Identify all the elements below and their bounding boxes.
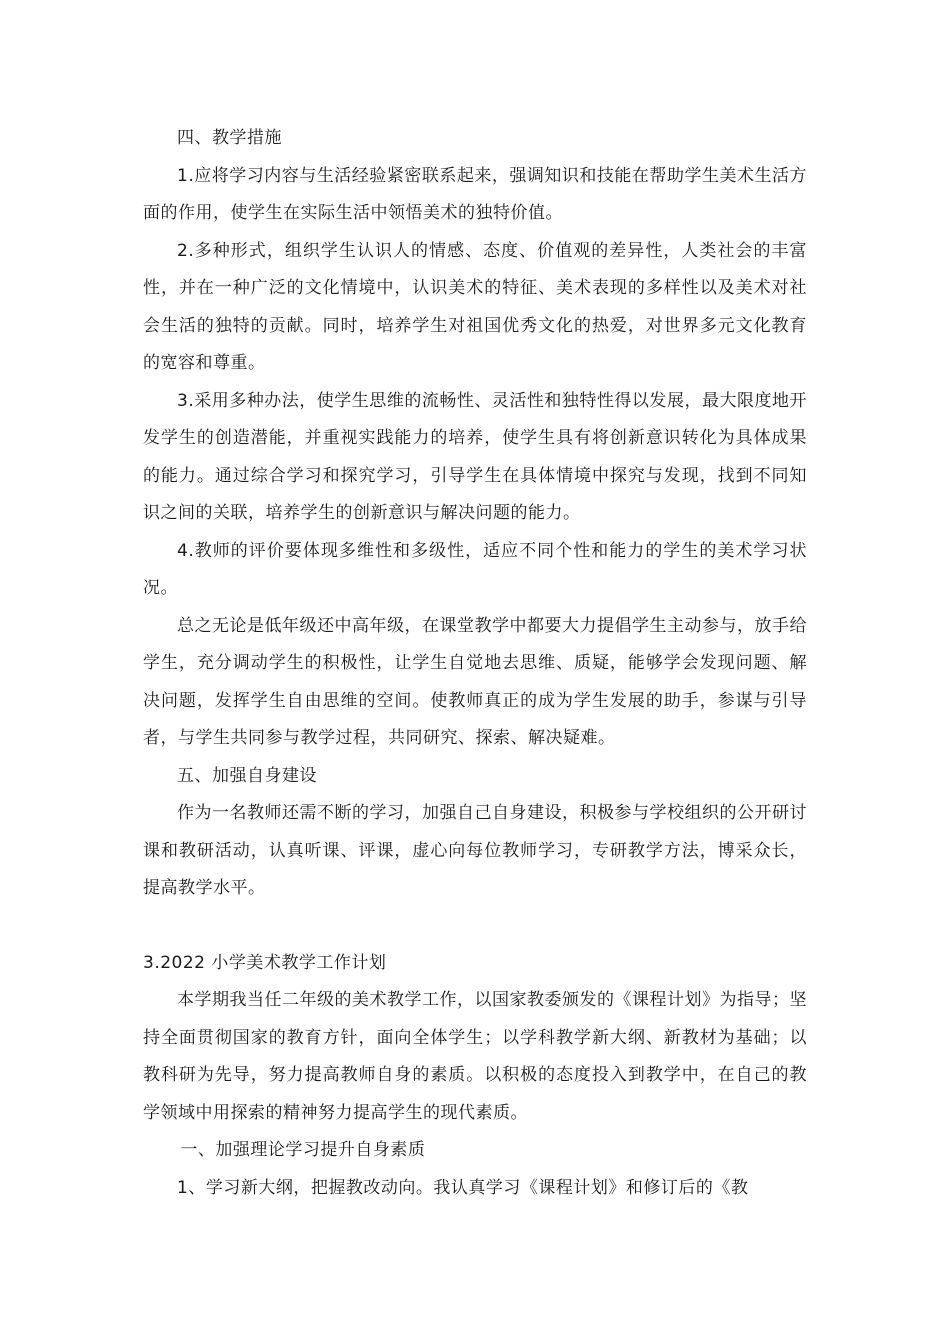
plan-item-1-paragraph: 1、学习新大纲，把握教改动向。我认真学习《课程计划》和修订后的《教 [177, 1177, 749, 1198]
summary-paragraph: 总之无论是低年级还中高年级，在课堂教学中都要大力提倡学生主动参与，放手给学生，充分调动学生的积极性，让学生自觉地去思维、质疑，能够学会发现问题、解决问题，发挥学生自由思维的空间。使教师真正的成为学生发展的助手，参谋与引导者，与学生共同参与教学过程，共同研究、探索、解决疑难。 [143, 615, 807, 748]
measure-paragraph-1: 1.应将学习内容与生活经验紧密联系起来，强调知识和技能在帮助学生美术生活方面的作用，使学生在实际生活中领悟美术的独特价值。 [143, 165, 807, 223]
section-five-paragraph: 作为一名教师还需不断的学习，加强自己自身建设，积极参与学校组织的公开研讨课和教研活动，认真听课、评课，虚心向每位教师学习，专研教学方法，博采众长，提高教学水平。 [143, 803, 807, 898]
plan-section-one-heading: 一、加强理论学习提升自身素质 [180, 1140, 426, 1160]
plan-title: 3.2022 小学美术教学工作计划 [143, 952, 387, 973]
measure-paragraph-2: 2.多种形式，组织学生认识人的情感、态度、价值观的差异性，人类社会的丰富性，并在一种广泛的文化情境中，认识美术的特征、美术表现的多样性以及美术对社会生活的独特的贡献。同时，培养学生对祖国优秀文化的热爱，对世界多元文化教育的宽容和尊重。 [143, 240, 807, 373]
section-five-heading: 五、加强自身建设 [177, 765, 317, 786]
measure-paragraph-3: 3.采用多种办法，使学生思维的流畅性、灵活性和独特性得以发展，最大限度地开发学生的创造潜能，并重视实践能力的培养，使学生具有将创新意识转化为具体成果的能力。通过综合学习和探究学习，引导学生在具体情境中探究与发现，找到不同知识之间的关联，培养学生的创新意识与解决问题的能力。 [143, 390, 807, 523]
plan-intro-paragraph: 本学期我当任二年级的美术教学工作，以国家教委颁发的《课程计划》为指导；坚持全面贯彻国家的教育方针，面向全体学生；以学科教学新大纲、新教材为基础；以教科研为先导，努力提高教师自身的素质。以积极的态度投入到教学中，在自己的教学领域中用探索的精神努力提高学生的现代素质。 [143, 990, 807, 1123]
section-spacer [143, 908, 807, 945]
measure-paragraph-4: 4.教师的评价要体现多维性和多级性，适应不同个性和能力的学生的美术学习状况。 [143, 540, 807, 598]
document-body [143, 120, 807, 1207]
section-four-heading: 四、教学措施 [177, 128, 282, 148]
